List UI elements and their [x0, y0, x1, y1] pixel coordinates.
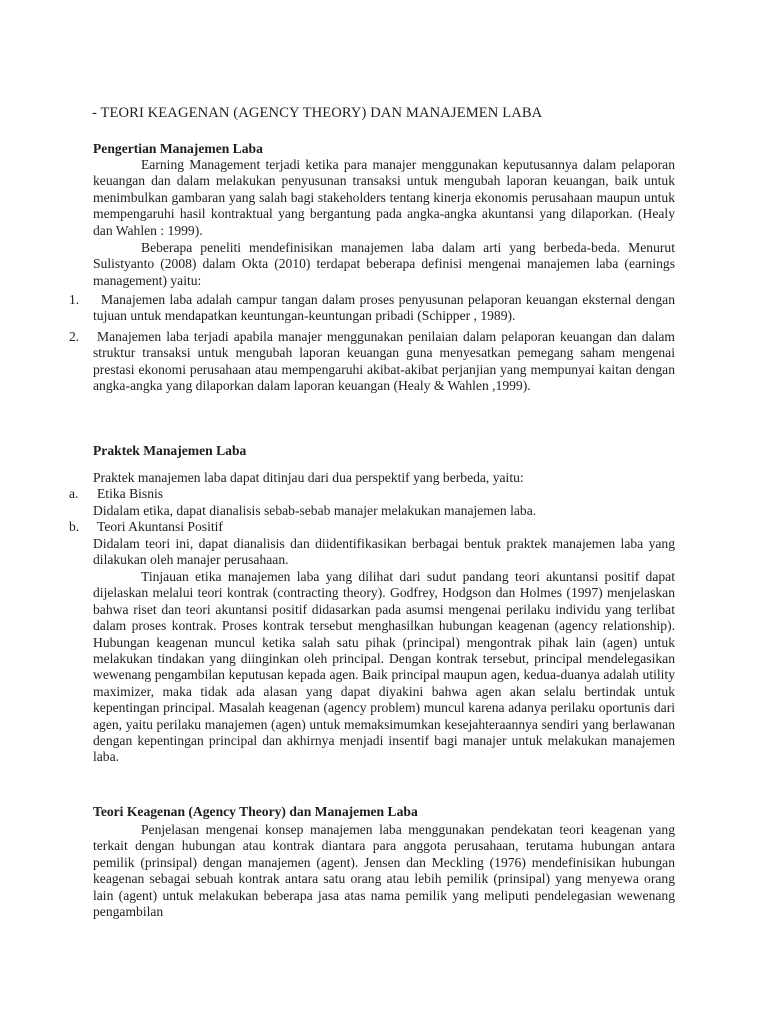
list-marker: 1. — [69, 292, 80, 307]
subitem-teori-akuntansi — [69, 519, 675, 535]
paragraph-definisi: Beberapa peneliti mendefinisikan manajemen laba dalam arti yang berbeda-beda. Menurut Sulistyanto (2008) dalam Okta (2010) terdapat beberapa definisi mengenai manajemen laba (earnings management) yaitu: — [93, 240, 675, 288]
section-heading-teori-keagenan: Teori Keagenan (Agency Theory) dan Manajemen Laba — [93, 804, 418, 819]
list-item — [69, 292, 675, 325]
paragraph-penjelasan-konsep: Penjelasan mengenai konsep manajemen laba menggunakan pendekatan teori keagenan yang terkait dengan hubungan atau kontrak diantara para anggota perusahaan, terutama hubungan antara pemilik (prinsipal) dengan manajemen (agent). Jensen dan Meckling (1976) mendefinisikan hubungan keagenan sebagai sebuah kontrak antara satu orang atau lebih pemilik (prinsipal) yang menyewa orang lain (agent) untuk melakukan beberapa jasa atas nama pemilik yang meliputi pendelegasian wewenang pengambilan — [93, 822, 675, 920]
subitem-label: Teori Akuntansi Positif — [97, 519, 223, 534]
list-item-text: Manajemen laba terjadi apabila manajer menggunakan penilaian dalam pelaporan keuangan dan dalam struktur transaksi untuk mengubah laporan keuangan guna menyesatkan pemegang saham mengenai prestasi ekonomi perusahaan atau mempengaruhi akibat-akibat perjanjian yang mempunyai kaitan dengan angka-angka yang dilaporkan dalam laporan keuangan (Healy & Wahlen ,1999). — [93, 328, 675, 394]
etika-bisnis-text: Didalam etika, dapat dianalisis sebab-sebab manajer melakukan manajemen laba. — [93, 503, 537, 518]
subitem-marker: b. — [69, 519, 80, 534]
subitem-etika-bisnis — [69, 486, 675, 502]
praktek-intro: Praktek manajemen laba dapat ditinjau dari dua perspektif yang berbeda, yaitu: — [93, 470, 524, 485]
teori-akuntansi-text: Didalam teori ini, dapat dianalisis dan diidentifikasikan berbagai bentuk praktek manajemen laba yang dilakukan oleh manajer perusahaan. — [93, 536, 675, 568]
paragraph-earning-management: Earning Management terjadi ketika para manajer menggunakan keputusannya dalam pelaporan keuangan dan dalam melakukan penyusunan transaksi untuk mengubah laporan keuangan, baik untuk menimbulkan gambaran yang salah bagi stakeholders tentang kinerja ekonomis perusahaan maupun untuk mempengaruhi hasil kontraktual yang bergantung pada angka-angka akuntansi yang dilaporkan. (Healy dan Wahlen : 1999). — [93, 157, 675, 238]
document-title: - TEORI KEAGENAN (AGENCY THEORY) DAN MANAJEMEN LABA — [92, 105, 543, 121]
list-item-text: Manajemen laba adalah campur tangan dalam proses penyusunan pelaporan keuangan eksternal dengan tujuan untuk mendapatkan keuntungan-keuntungan pribadi (Schipper , 1989). — [93, 292, 675, 324]
subitem-marker: a. — [69, 486, 79, 501]
list-item — [69, 328, 675, 395]
list-marker: 2. — [69, 328, 80, 344]
section-heading-praktek: Praktek Manajemen Laba — [93, 443, 247, 458]
paragraph-tinjauan-etika: Tinjauan etika manajemen laba yang dilihat dari sudut pandang teori akuntansi positif dapat dijelaskan melalui teori kontrak (contracting theory). Godfrey, Hodgson dan Holmes (1997) menjelaskan bahwa riset dan teori akuntansi positif didasarkan pada asumsi mengenai perilaku individu yang terlibat dalam proses kontrak. Proses kontrak tersebut menghasilkan hubungan keagenan (agency relationship). Hubungan keagenan muncul ketika salah satu pihak (principal) mengontrak pihak lain (agen) untuk melakukan tindakan yang diinginkan oleh principal. Dengan kontrak tersebut, principal mendelegasikan wewenang pengambilan keputusan kepada agen. Baik principal maupun agen, kedua-duanya adalah utility maximizer, maka tidak ada alasan yang dapat diyakini bahwa agen akan selalu bertindak untuk kepentingan principal. Masalah keagenan (agency problem) muncul karena adanya perilaku oportunis dari agen, yaitu perilaku manajemen (agen) untuk memaksimumkan kesejahteraannya sendiri yang berlawanan dengan kepentingan principal dan akhirnya menjadi insentif bagi manajer untuk melakukan manajemen laba. — [93, 569, 675, 765]
definition-list — [69, 292, 675, 394]
section-heading-pengertian: Pengertian Manajemen Laba — [93, 141, 263, 156]
subitem-label: Etika Bisnis — [97, 486, 164, 501]
